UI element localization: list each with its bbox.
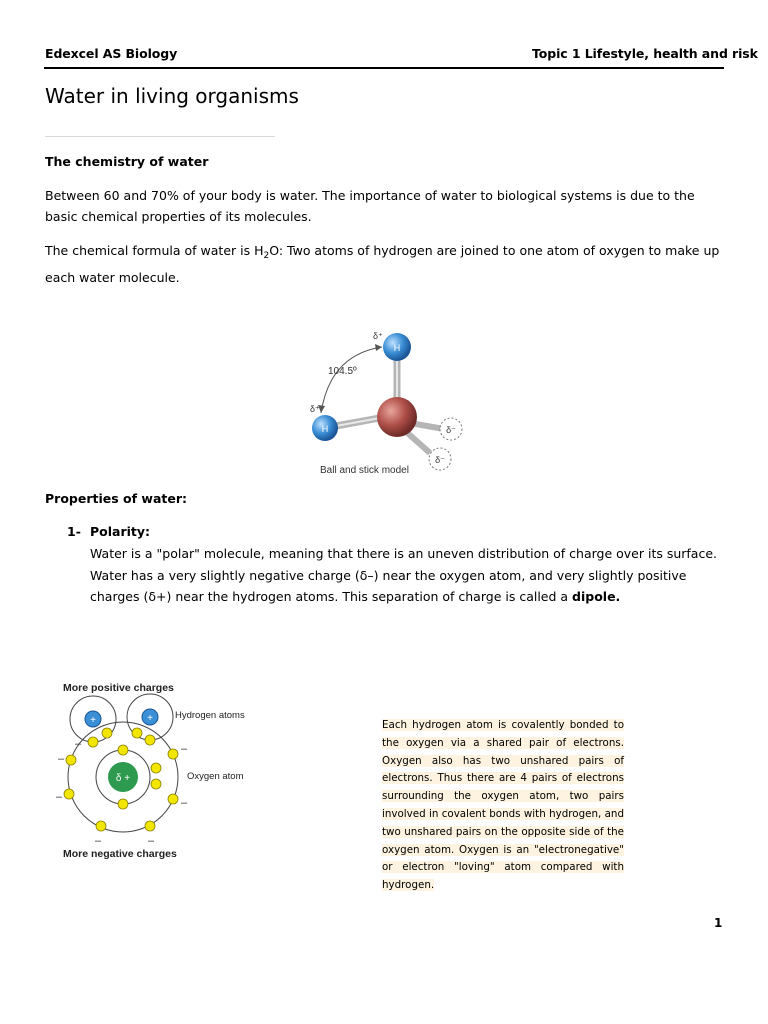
ball-and-stick-diagram [300, 325, 470, 480]
minus-mark: – [148, 835, 155, 847]
oxygen-nucleus-sign: δ + [115, 773, 131, 784]
header-topic: Topic 1 Lifestyle, health and risk [532, 46, 758, 61]
polarity-text: Water is a "polar" molecule, meaning that there is an uneven distribution of charge over its surface. Water has a very slightly negative charge (δ–) near the oxygen atom, and very slightly positive charges (δ+) near the hydrogen atoms. This separation of charge is called a [90, 546, 718, 604]
label-more-negative: More negative charges [63, 848, 177, 860]
page-title: Water in living organisms [45, 84, 299, 108]
formula-text-start: The chemical formula of water is H [45, 243, 264, 258]
paragraph-body-water: Between 60 and 70% of your body is water. The importance of water to biological systems is due to the basic chemical properties of its molecules. [45, 188, 695, 224]
minus-mark: – [75, 738, 82, 750]
hydrogen-nucleus-sign-right: + [147, 713, 153, 724]
electron [168, 794, 178, 804]
electron [118, 745, 128, 755]
hydrogen-lower-label: H [321, 424, 329, 434]
header-divider [44, 67, 724, 69]
delta-minus-label-2: δ⁻ [435, 455, 445, 465]
arc-arrowhead-top [375, 344, 382, 351]
delta-plus-label-upper: δ⁺ [373, 331, 383, 341]
label-more-positive: More positive charges [63, 682, 174, 694]
electron [151, 763, 161, 773]
ball-stick-caption: Ball and stick model [320, 465, 409, 476]
minus-mark: – [56, 791, 63, 803]
hydrogen-upper-label: H [393, 343, 401, 353]
electron-shell-diagram [55, 676, 285, 866]
minus-mark: – [95, 835, 102, 847]
bond-angle-label: 104.5º [328, 366, 357, 377]
dipole-term: dipole. [572, 589, 621, 604]
label-oxygen-atom: Oxygen atom [187, 771, 244, 782]
section-heading-properties: Properties of water: [45, 491, 188, 506]
electron [96, 821, 106, 831]
delta-plus-label-lower: δ⁺ [310, 404, 320, 414]
formula-subscript: 2 [263, 251, 270, 261]
minus-mark: – [181, 797, 188, 809]
page-number: 1 [714, 916, 723, 930]
list-item-title: Polarity: [90, 524, 151, 539]
section-heading-chemistry: The chemistry of water [45, 154, 209, 169]
minus-mark: – [181, 743, 188, 755]
hydrogen-nucleus-sign-left: + [90, 715, 96, 726]
covalent-bond-note [382, 717, 624, 895]
electron [151, 779, 161, 789]
electron [66, 755, 76, 765]
list-item-number: 1- [67, 524, 81, 539]
oxygen-atom [377, 397, 417, 437]
paragraph-chemical-formula [45, 240, 725, 288]
header-subject: Edexcel AS Biology [45, 46, 178, 61]
note-text: Each hydrogen atom is covalently bonded to the oxygen via a shared pair of electrons. Oxygen also has two unshared pairs of electrons. Thus there are 4 pairs of electrons surrounding the oxygen atom, two pairs involved in covalent bonds with hydrogen, and two unshared pairs on the opposite side of the oxygen atom. Oxygen is an "electronegative" or electron "loving" atom compared with hydrogen. [382, 719, 624, 892]
bond-angle-arc [321, 347, 382, 413]
electron [102, 728, 112, 738]
electron [118, 799, 128, 809]
list-item-body [90, 543, 730, 608]
electron [64, 789, 74, 799]
electron [132, 728, 142, 738]
electron [145, 821, 155, 831]
title-underline [45, 136, 275, 137]
electron [168, 749, 178, 759]
label-hydrogen-atoms: Hydrogen atoms [175, 710, 245, 721]
delta-minus-label-1: δ⁻ [446, 425, 456, 435]
minus-mark: – [58, 753, 65, 765]
electron [88, 737, 98, 747]
electron [145, 735, 155, 745]
formula-text-end: O: Two atoms of hydrogen are joined to one atom of oxygen to make up each water molecule. [45, 243, 720, 285]
